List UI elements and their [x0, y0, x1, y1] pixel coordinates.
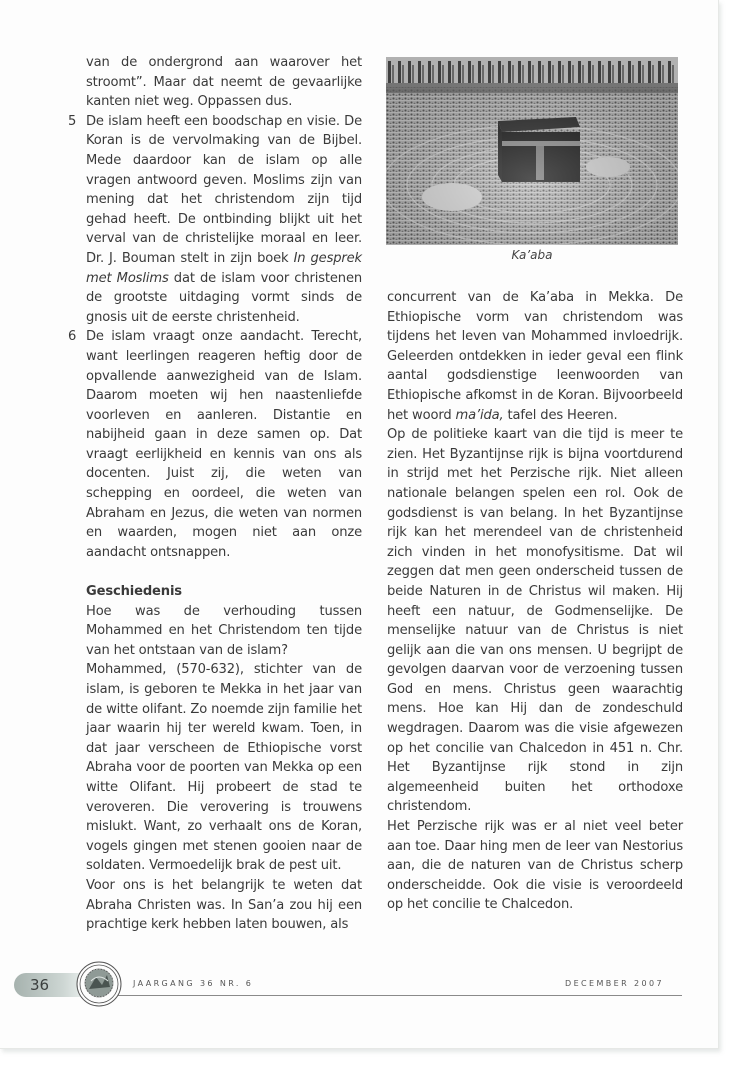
paragraph-text-after: tafel des Heeren.	[503, 407, 618, 423]
paragraph-text-before: concurrent van de Ka’aba in Mekka. De Ethiopische vorm van christendom was tijdens het leven van Mohammed invloedrijk. Geleerden ontdekken in ieder geval een flink aantal godsdienstige leenwoorden van Ethiopische afkomst in de Koran. Bijvoorbeeld het woord	[387, 290, 683, 423]
paragraph: Hoe was de verhouding tussen Mohammed en het Christendom ten tijde van het ontstaan van de islam?	[86, 603, 362, 658]
paragraph: Mohammed, (570-632), stichter van de islam, is geboren te Mekka in het jaar van de witte olifant. Zo noemde zijn familie het jaar waarin hij ter wereld kwam. Toen, in dat jaar verscheen de Ethiopische vorst Abraha voor de poorten van Mekka op een witte Olifant. Hij probeert de stad te veroveren. Die verovering is trouwens mislukt. Want, zo verhaalt ons de Koran, vogels gingen met stenen gooien naar de soldaten. Vermoedelijk brak de pest uit.	[86, 662, 362, 874]
kaaba-photo	[386, 57, 678, 245]
paragraph: Op de politieke kaart van die tijd is meer te zien. Het Byzantijnse rijk is bijna voortdurend in strijd met het Perzische rijk. Niet alleen nationale belangen spelen een rol. Ook de godsdienst is van belang. In het Byzantijnse rijk kan het merendeel van de christenheid zich vinden in het monofysitisme. Dat wil zeggen dat men geen onderscheid tussen de beide Naturen in de Christus wil maken. Hij heeft een natuur, de Godmenselijke. De menselijke natuur van de Christus is niet gelijk aan die van ons mensen. U begrijpt de gevolgen daarvan voor de verzoening tussen God en mens. Christus geen waarachtig mens. Hoe kan Hij dan de zondeschuld wegdragen. Daarom was die visie afgewezen op het concilie van Chalcedon in 451 n. Chr. Het Byzantijnse rijk stond in zijn algemeenheid buiten het orthodoxe christendom.	[387, 427, 683, 815]
figure-caption: Ka’aba	[511, 248, 553, 262]
journal-seal-icon	[76, 961, 122, 1007]
item-number: 6	[68, 329, 77, 345]
item-text-before: De islam heeft een boodschap en visie. De Koran is de vervolmaking van de Bijbel. Mede daardoor kan de islam op alle vragen antwoord geven. Moslims zijn van mening dat het christendom zijn tijd gehad heeft. De ontbinding blijkt uit het verval van de christelijke moraal en leer. Dr. J. Bouman stelt in zijn boek	[86, 113, 362, 266]
numbered-item-5	[68, 112, 362, 328]
right-column	[387, 288, 683, 915]
item-text-after: dat de islam voor christenen de grootste uitdaging vormt sinds de gnosis uit de eerste christenheid.	[86, 270, 362, 325]
footer-rule	[118, 995, 682, 996]
arabic-term: ma’ida,	[455, 407, 504, 423]
issue-label: JAARGANG 36 NR. 6	[133, 979, 254, 988]
paragraph: Voor ons is het belangrijk te weten dat Abraha Christen was. In San’a zou hij een prachtige kerk hebben laten bouwen, als	[86, 877, 362, 933]
intro-continuation: van de ondergrond aan waarover het stroomt”. Maar dat neemt de gevaarlijke kanten niet weg. Oppassen dus.	[86, 55, 362, 110]
item-number: 5	[68, 113, 77, 129]
paragraph: Het Perzische rijk was er al niet veel beter aan toe. Daar hing men de leer van Nestorius aan, die de naturen van de Christus scherp onderscheidde. Ook die visie is veroordeeld op het concilie te Chalcedon.	[387, 819, 683, 913]
section-heading: Geschiedenis	[86, 584, 182, 600]
paragraph	[387, 288, 683, 425]
numbered-item-6	[68, 327, 362, 562]
issue-date: DECEMBER 2007	[565, 979, 664, 988]
kaaba-photo-illustration	[386, 57, 678, 245]
left-column	[68, 53, 362, 935]
page-number: 36	[30, 976, 50, 994]
book-title: In gesprek met Moslims	[86, 250, 362, 286]
item-text: De islam vraagt onze aandacht. Terecht, want leerlingen reageren heftig door de opvallende aanwezigheid van de Islam. Daarom moeten wij hen naastenliefde voorleven en aanleren. Distantie en nabijheid gaan in deze samen op. Dat vraagt eerlijkheid en kennis van ons als docenten. Juist zij, die weten van schepping en oordeel, die weten van Abraham en Jezus, die weten van normen en waarden, mogen niet aan onze aandacht ontsnappen.	[86, 329, 362, 560]
